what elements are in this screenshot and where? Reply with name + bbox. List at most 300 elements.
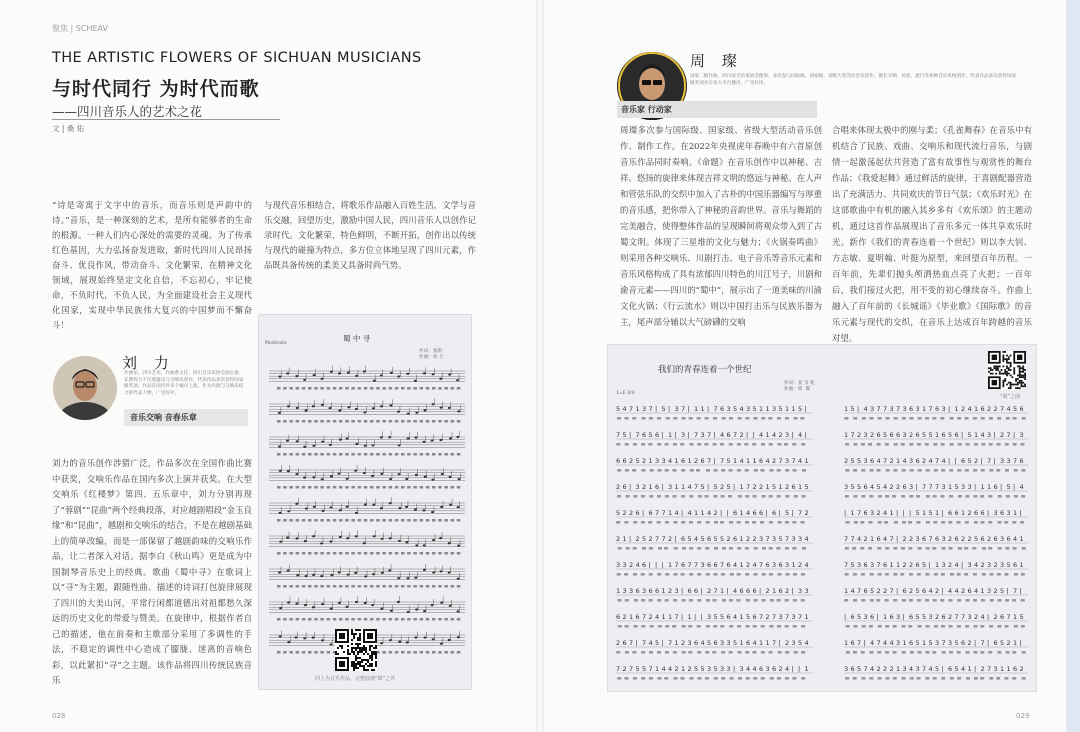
- svg-text:7: 7: [876, 405, 881, 413]
- svg-text:|: |: [674, 535, 677, 543]
- svg-text:1: 1: [668, 509, 673, 517]
- svg-text:3: 3: [941, 561, 946, 569]
- svg-text:6: 6: [746, 639, 751, 647]
- svg-text:3: 3: [967, 613, 972, 621]
- svg-text:6: 6: [726, 613, 731, 621]
- svg-text:3: 3: [993, 509, 998, 517]
- svg-text:4: 4: [661, 665, 666, 673]
- svg-text:6: 6: [642, 561, 647, 569]
- svg-text:2: 2: [876, 509, 881, 517]
- svg-text:6: 6: [622, 483, 627, 491]
- svg-text:2: 2: [752, 483, 757, 491]
- svg-text:3: 3: [674, 405, 679, 413]
- svg-text:|: |: [961, 431, 964, 439]
- svg-text:1: 1: [935, 431, 940, 439]
- qr-code-icon[interactable]: [335, 629, 377, 671]
- svg-text:1: 1: [681, 483, 686, 491]
- svg-text:3: 3: [616, 561, 621, 569]
- svg-text:|: |: [909, 509, 912, 517]
- svg-text:2: 2: [629, 509, 634, 517]
- liu-li-portrait: [53, 356, 117, 420]
- svg-text:3: 3: [707, 665, 712, 673]
- svg-text:4: 4: [674, 509, 679, 517]
- svg-text:2: 2: [987, 405, 992, 413]
- svg-text:3: 3: [1006, 509, 1011, 517]
- svg-text:|: |: [902, 509, 905, 517]
- svg-text:5: 5: [635, 665, 640, 673]
- svg-text:5: 5: [1013, 405, 1018, 413]
- svg-text:6: 6: [778, 587, 783, 595]
- svg-text:5: 5: [922, 613, 927, 621]
- svg-text:|: |: [778, 509, 781, 517]
- svg-text:4: 4: [622, 405, 627, 413]
- svg-text:5: 5: [687, 535, 692, 543]
- svg-text:3: 3: [863, 431, 868, 439]
- svg-text:3: 3: [622, 561, 627, 569]
- svg-text:7: 7: [987, 457, 992, 465]
- svg-text:4: 4: [941, 457, 946, 465]
- svg-text:|: |: [726, 587, 729, 595]
- svg-text:1: 1: [674, 457, 679, 465]
- svg-text:3: 3: [902, 405, 907, 413]
- svg-text:2: 2: [648, 613, 653, 621]
- svg-text:7: 7: [1013, 587, 1018, 595]
- svg-text:4: 4: [1006, 405, 1011, 413]
- svg-text:2: 2: [993, 405, 998, 413]
- svg-text:4: 4: [798, 431, 803, 439]
- svg-text:|: |: [661, 483, 664, 491]
- svg-text:6: 6: [746, 587, 751, 595]
- svg-text:|: |: [974, 665, 977, 673]
- svg-text:1: 1: [687, 457, 692, 465]
- svg-text:1: 1: [844, 431, 849, 439]
- svg-text:3: 3: [1019, 431, 1024, 439]
- svg-text:2: 2: [785, 639, 790, 647]
- svg-text:5: 5: [948, 431, 953, 439]
- svg-text:5: 5: [700, 535, 705, 543]
- svg-text:2: 2: [909, 561, 914, 569]
- svg-text:3: 3: [655, 457, 660, 465]
- svg-text:|: |: [635, 639, 638, 647]
- svg-text:|: |: [857, 405, 860, 413]
- svg-text:4: 4: [974, 561, 979, 569]
- svg-text:1: 1: [668, 431, 673, 439]
- svg-text:6: 6: [635, 509, 640, 517]
- svg-text:4: 4: [980, 431, 985, 439]
- svg-text:7: 7: [941, 639, 946, 647]
- svg-text:|: |: [629, 483, 632, 491]
- svg-text:1: 1: [635, 405, 640, 413]
- svg-text:7: 7: [857, 639, 862, 647]
- svg-text:1: 1: [889, 509, 894, 517]
- svg-text:2: 2: [902, 561, 907, 569]
- svg-text:6: 6: [961, 457, 966, 465]
- svg-text:1: 1: [629, 613, 634, 621]
- svg-text:2: 2: [909, 587, 914, 595]
- svg-text:3: 3: [967, 561, 972, 569]
- svg-text:6: 6: [967, 587, 972, 595]
- svg-text:3: 3: [681, 431, 686, 439]
- score-tempo: Moderato: [265, 341, 287, 346]
- svg-text:4: 4: [1013, 535, 1018, 543]
- svg-text:6: 6: [1019, 457, 1024, 465]
- svg-text:4: 4: [694, 535, 699, 543]
- svg-text:7: 7: [863, 665, 868, 673]
- svg-text:6: 6: [694, 587, 699, 595]
- svg-text:2: 2: [772, 457, 777, 465]
- article-title: 与时代同行 为时代而歌: [52, 78, 260, 100]
- svg-text:4: 4: [804, 535, 809, 543]
- svg-text:3: 3: [687, 639, 692, 647]
- svg-text:|: |: [954, 457, 957, 465]
- svg-text:3: 3: [961, 483, 966, 491]
- svg-text:6: 6: [759, 509, 764, 517]
- svg-text:7: 7: [616, 665, 621, 673]
- svg-text:7: 7: [629, 639, 634, 647]
- svg-text:6: 6: [681, 561, 686, 569]
- svg-text:|: |: [681, 587, 684, 595]
- svg-text:3: 3: [844, 483, 849, 491]
- score-credit: 作词：姜 韦 苑 作曲：周 璨: [784, 381, 815, 392]
- svg-text:4: 4: [655, 613, 660, 621]
- svg-text:6: 6: [772, 665, 777, 673]
- score-caption: 同上为音乐作品，完整曲谱“蜀”之外: [315, 676, 396, 682]
- svg-text:|: |: [778, 639, 781, 647]
- svg-text:|: |: [987, 613, 990, 621]
- svg-text:|: |: [896, 587, 899, 595]
- svg-text:7: 7: [889, 587, 894, 595]
- svg-text:1: 1: [1013, 639, 1018, 647]
- svg-text:4: 4: [954, 587, 959, 595]
- svg-text:|: |: [668, 405, 671, 413]
- page-number-right: 029: [1016, 712, 1030, 720]
- svg-text:6: 6: [1019, 405, 1024, 413]
- svg-text:3: 3: [870, 405, 875, 413]
- svg-text:2: 2: [785, 483, 790, 491]
- svg-text:2: 2: [616, 483, 621, 491]
- svg-text:1: 1: [1006, 665, 1011, 673]
- intro-column-1: “诗是寄寓于文字中的音乐，而音乐则是声韵中的诗。”音乐，是一种深刻的艺术，是所有能够者的生命的根源。一种人们内心深处的需要的灵魂。为了传承红色基因，大力弘扬奋发进取，新时代四川人民昂扬奋斗、优良作风，带动奋斗、文化繁荣，在精神文化领域，展现始终坚定文化自信，不忘初心，牢记使命，不负时代，不负人民，为全面建设社会主义现代化国家，实现中华民族伟大复兴的中国梦而不懈奋斗！: [52, 200, 252, 330]
- book-gutter: [536, 0, 544, 732]
- svg-text:1: 1: [844, 587, 849, 595]
- svg-text:7: 7: [616, 431, 621, 439]
- svg-text:7: 7: [707, 431, 712, 439]
- svg-text:1: 1: [733, 457, 738, 465]
- svg-text:7: 7: [928, 483, 933, 491]
- svg-text:7: 7: [759, 613, 764, 621]
- svg-text:5: 5: [967, 457, 972, 465]
- svg-text:5: 5: [778, 405, 783, 413]
- svg-text:|: |: [863, 639, 866, 647]
- qr-code-icon[interactable]: [988, 351, 1026, 389]
- svg-text:5: 5: [746, 613, 751, 621]
- svg-text:7: 7: [1013, 457, 1018, 465]
- svg-text:3: 3: [915, 535, 920, 543]
- svg-text:1: 1: [1013, 509, 1018, 517]
- svg-text:5: 5: [954, 483, 959, 491]
- score-shu-zhong-xun: [258, 314, 472, 690]
- svg-text:1: 1: [765, 639, 770, 647]
- svg-text:|: |: [804, 405, 807, 413]
- svg-text:1: 1: [674, 639, 679, 647]
- svg-text:6: 6: [765, 561, 770, 569]
- svg-text:3: 3: [642, 587, 647, 595]
- svg-text:1: 1: [804, 457, 809, 465]
- svg-text:7: 7: [844, 535, 849, 543]
- svg-text:7: 7: [642, 613, 647, 621]
- svg-text:2: 2: [902, 535, 907, 543]
- svg-text:5: 5: [642, 535, 647, 543]
- svg-text:6: 6: [954, 431, 959, 439]
- svg-text:5: 5: [922, 431, 927, 439]
- svg-text:6: 6: [1000, 509, 1005, 517]
- svg-text:|: |: [987, 509, 990, 517]
- svg-text:1: 1: [681, 665, 686, 673]
- svg-text:2: 2: [746, 535, 751, 543]
- svg-text:1: 1: [700, 405, 705, 413]
- svg-text:2: 2: [778, 431, 783, 439]
- svg-text:5: 5: [713, 613, 718, 621]
- svg-text:3: 3: [909, 457, 914, 465]
- svg-text:2: 2: [889, 457, 894, 465]
- svg-text:7: 7: [713, 405, 718, 413]
- svg-text:6: 6: [1013, 665, 1018, 673]
- svg-text:6: 6: [941, 431, 946, 439]
- svg-text:6: 6: [707, 561, 712, 569]
- svg-text:4: 4: [928, 665, 933, 673]
- svg-text:1: 1: [896, 457, 901, 465]
- svg-text:7: 7: [798, 613, 803, 621]
- svg-text:2: 2: [967, 639, 972, 647]
- svg-text:2: 2: [870, 431, 875, 439]
- svg-text:3: 3: [1000, 457, 1005, 465]
- svg-text:7: 7: [883, 405, 888, 413]
- svg-text:3: 3: [1006, 457, 1011, 465]
- svg-text:6: 6: [922, 535, 927, 543]
- svg-text:7: 7: [655, 535, 660, 543]
- svg-text:7: 7: [778, 457, 783, 465]
- svg-text:1: 1: [668, 561, 673, 569]
- svg-text:|: |: [655, 561, 658, 569]
- svg-text:6: 6: [616, 613, 621, 621]
- svg-text:|: |: [648, 561, 651, 569]
- score-credit: 作词：张蔚 作曲：刘 力: [419, 349, 444, 360]
- svg-text:2: 2: [961, 535, 966, 543]
- svg-text:7: 7: [1006, 613, 1011, 621]
- svg-text:7: 7: [661, 509, 666, 517]
- svg-text:6: 6: [616, 457, 621, 465]
- svg-text:|: |: [661, 561, 664, 569]
- svg-text:7: 7: [785, 613, 790, 621]
- svg-text:7: 7: [642, 639, 647, 647]
- svg-text:4: 4: [974, 587, 979, 595]
- svg-text:6: 6: [635, 613, 640, 621]
- svg-text:2: 2: [642, 483, 647, 491]
- svg-text:|: |: [687, 431, 690, 439]
- svg-text:4: 4: [785, 665, 790, 673]
- svg-text:3: 3: [844, 665, 849, 673]
- svg-text:6: 6: [759, 665, 764, 673]
- svg-text:5: 5: [1000, 587, 1005, 595]
- svg-text:3: 3: [896, 613, 901, 621]
- svg-text:7: 7: [1000, 405, 1005, 413]
- svg-text:1: 1: [674, 483, 679, 491]
- svg-text:7: 7: [896, 405, 901, 413]
- svg-text:5: 5: [778, 535, 783, 543]
- svg-text:2: 2: [765, 587, 770, 595]
- svg-text:6: 6: [889, 613, 894, 621]
- svg-text:6: 6: [655, 431, 660, 439]
- svg-text:4: 4: [883, 509, 888, 517]
- svg-text:6: 6: [642, 431, 647, 439]
- svg-text:4: 4: [980, 613, 985, 621]
- svg-text:1: 1: [700, 509, 705, 517]
- svg-text:1: 1: [1000, 665, 1005, 673]
- svg-text:7: 7: [713, 587, 718, 595]
- svg-text:7: 7: [928, 535, 933, 543]
- svg-text:6: 6: [935, 405, 940, 413]
- svg-text:2: 2: [948, 535, 953, 543]
- score-caption: “蜀”之曲: [1000, 394, 1021, 400]
- svg-text:3: 3: [785, 561, 790, 569]
- svg-text:|: |: [681, 509, 684, 517]
- svg-text:5: 5: [974, 535, 979, 543]
- svg-text:1: 1: [739, 535, 744, 543]
- liu-li-description: 作曲家，四川艺术、作曲系主任，四川音乐家协会副主席。长期致力于民族器乐与交响乐创作，代表作品多次获得国家级奖项，作品在国内外多个城市上演，作为川剧与交响乐结合的代表人物，广受好评。: [124, 371, 244, 396]
- svg-text:7: 7: [844, 561, 849, 569]
- svg-text:2: 2: [961, 405, 966, 413]
- svg-text:2: 2: [967, 535, 972, 543]
- svg-text:|: |: [876, 613, 879, 621]
- svg-text:1: 1: [798, 483, 803, 491]
- svg-text:5: 5: [713, 483, 718, 491]
- article-author: 文 | 桑 佑: [52, 124, 85, 133]
- svg-text:4: 4: [883, 483, 888, 491]
- svg-text:7: 7: [668, 639, 673, 647]
- svg-text:5: 5: [935, 665, 940, 673]
- svg-text:|: |: [765, 509, 768, 517]
- svg-text:5: 5: [726, 483, 731, 491]
- svg-text:3: 3: [772, 561, 777, 569]
- svg-text:1: 1: [896, 665, 901, 673]
- svg-text:7: 7: [648, 665, 653, 673]
- svg-text:7: 7: [935, 457, 940, 465]
- svg-text:1: 1: [896, 561, 901, 569]
- svg-text:1: 1: [752, 457, 757, 465]
- svg-text:|: |: [791, 665, 794, 673]
- section-header: 聚焦 | SCHEAV: [52, 24, 108, 33]
- svg-text:5: 5: [857, 483, 862, 491]
- svg-text:4: 4: [752, 639, 757, 647]
- page-edge-strip: [1066, 0, 1080, 732]
- svg-text:6: 6: [954, 535, 959, 543]
- svg-text:4: 4: [870, 665, 875, 673]
- svg-text:4: 4: [902, 457, 907, 465]
- svg-text:3: 3: [902, 431, 907, 439]
- svg-text:|: |: [700, 587, 703, 595]
- svg-text:3: 3: [798, 535, 803, 543]
- svg-text:5: 5: [720, 535, 725, 543]
- svg-text:3: 3: [700, 561, 705, 569]
- svg-text:1: 1: [980, 483, 985, 491]
- svg-text:1: 1: [967, 665, 972, 673]
- svg-text:1: 1: [922, 405, 927, 413]
- svg-text:7: 7: [629, 665, 634, 673]
- svg-text:|: |: [759, 587, 762, 595]
- svg-text:|: |: [1013, 431, 1016, 439]
- svg-text:6: 6: [961, 639, 966, 647]
- svg-text:|: |: [661, 431, 664, 439]
- svg-text:6: 6: [902, 483, 907, 491]
- svg-text:1: 1: [759, 639, 764, 647]
- svg-text:4: 4: [687, 483, 692, 491]
- svg-text:6: 6: [713, 561, 718, 569]
- svg-text:3: 3: [772, 535, 777, 543]
- svg-text:4: 4: [961, 665, 966, 673]
- svg-text:1: 1: [883, 613, 888, 621]
- svg-text:1: 1: [1019, 535, 1024, 543]
- svg-text:1: 1: [759, 405, 764, 413]
- svg-text:6: 6: [622, 639, 627, 647]
- svg-text:6: 6: [870, 613, 875, 621]
- svg-text:3: 3: [948, 639, 953, 647]
- svg-text:2: 2: [616, 535, 621, 543]
- svg-text:3: 3: [707, 613, 712, 621]
- svg-text:2: 2: [961, 587, 966, 595]
- svg-text:5: 5: [870, 587, 875, 595]
- svg-text:6: 6: [759, 457, 764, 465]
- svg-text:5: 5: [883, 431, 888, 439]
- svg-text:6: 6: [909, 405, 914, 413]
- svg-text:2: 2: [974, 457, 979, 465]
- svg-text:1: 1: [922, 509, 927, 517]
- svg-text:6: 6: [863, 509, 868, 517]
- svg-text:1: 1: [746, 457, 751, 465]
- svg-text:7: 7: [791, 457, 796, 465]
- svg-text:|: |: [928, 561, 931, 569]
- svg-text:5: 5: [850, 405, 855, 413]
- svg-text:1: 1: [739, 509, 744, 517]
- svg-text:3: 3: [909, 483, 914, 491]
- svg-text:6: 6: [707, 535, 712, 543]
- svg-text:4: 4: [909, 665, 914, 673]
- svg-text:2: 2: [1006, 639, 1011, 647]
- svg-text:1: 1: [922, 639, 927, 647]
- svg-text:|: |: [844, 613, 847, 621]
- svg-text:7: 7: [857, 587, 862, 595]
- svg-text:|: |: [674, 431, 677, 439]
- svg-text:6: 6: [935, 535, 940, 543]
- svg-text:1: 1: [739, 483, 744, 491]
- svg-text:5: 5: [850, 457, 855, 465]
- svg-text:2: 2: [635, 535, 640, 543]
- svg-text:3: 3: [889, 405, 894, 413]
- svg-text:3: 3: [791, 535, 796, 543]
- svg-text:2: 2: [674, 665, 679, 673]
- svg-text:3: 3: [1000, 535, 1005, 543]
- svg-text:5: 5: [876, 483, 881, 491]
- svg-text:6: 6: [713, 639, 718, 647]
- svg-text:6: 6: [993, 483, 998, 491]
- svg-text:|: |: [980, 457, 983, 465]
- svg-text:6: 6: [876, 535, 881, 543]
- svg-text:1: 1: [844, 405, 849, 413]
- svg-text:3: 3: [798, 587, 803, 595]
- svg-text:2: 2: [844, 457, 849, 465]
- svg-text:6: 6: [993, 535, 998, 543]
- svg-text:3: 3: [629, 587, 634, 595]
- svg-text:5: 5: [922, 561, 927, 569]
